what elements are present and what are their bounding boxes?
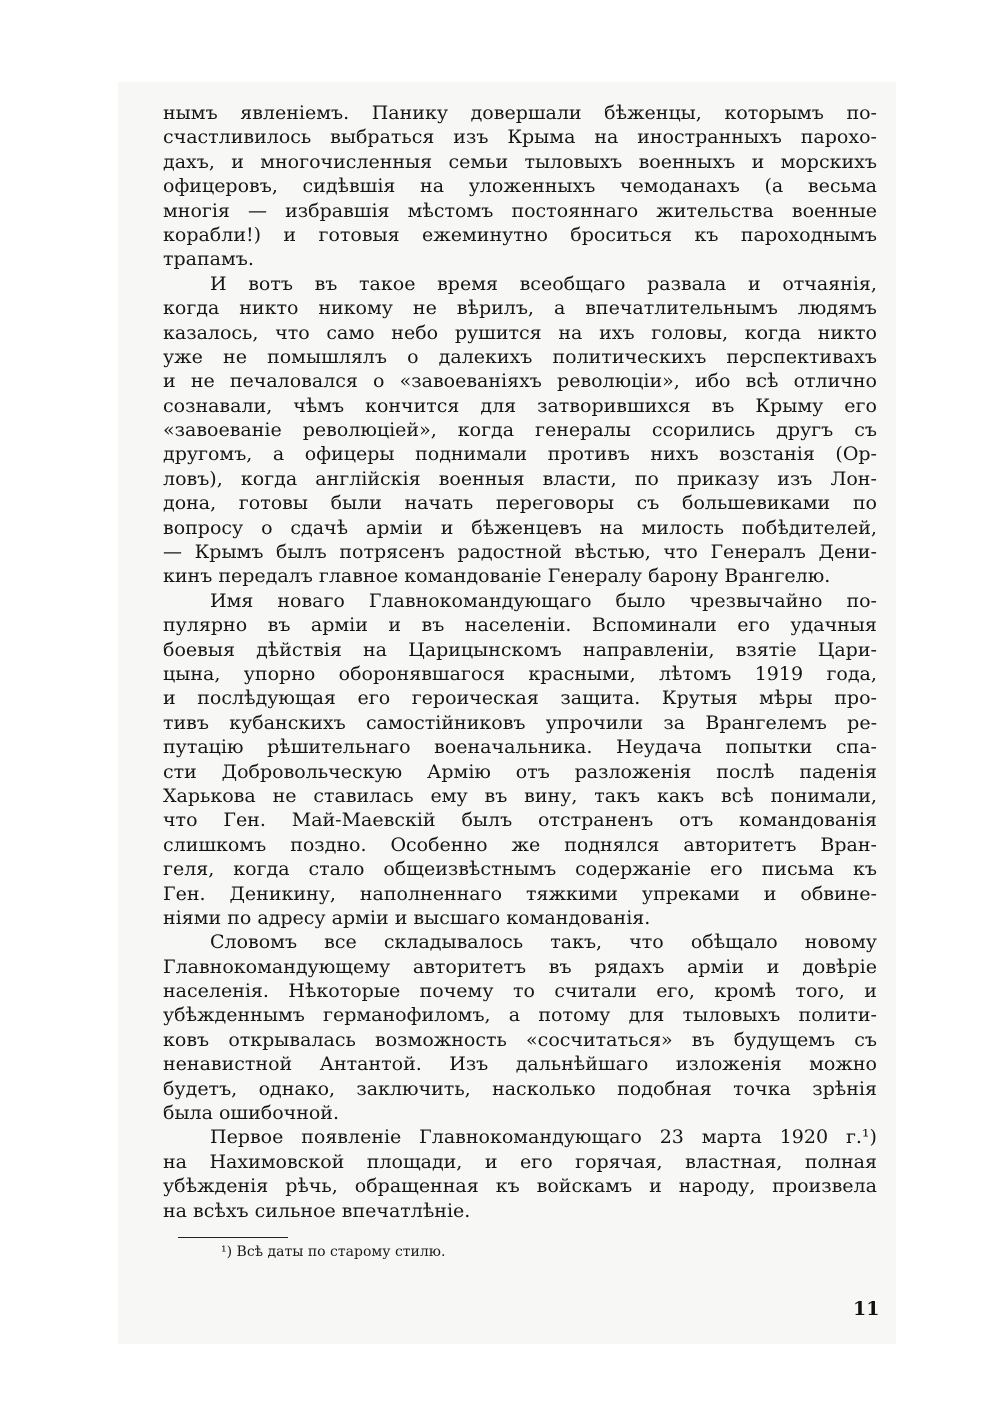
text-line: другомъ, а офицеры поднимали противъ нихъ возстанія (Ор- xyxy=(163,443,877,466)
text-line: многія — избравшія мѣстомъ постояннаго жительства военные xyxy=(163,199,877,222)
text-line: населенія. Нѣкоторые почему то считали его, кромѣ того, и xyxy=(163,980,877,1003)
paragraph xyxy=(163,589,877,930)
text-line: дона, готовы были начать переговоры съ большевиками по xyxy=(163,492,877,515)
text-line: сти Добровольческую Армію отъ разложенія послѣ паденія xyxy=(163,760,877,783)
text-line: И вотъ въ такое время всеобщаго развала и отчаянія, xyxy=(210,272,877,295)
text-line: вопросу о сдачѣ арміи и бѣженцевъ на милость побѣдителей, xyxy=(163,516,877,539)
text-line: дахъ, и многочисленныя семьи тыловыхъ военныхъ и морскихъ xyxy=(163,150,877,173)
text-line: цына, упорно оборонявшагося красными, лѣтомъ 1919 года, xyxy=(163,662,877,685)
text-line: трапамъ. xyxy=(163,248,254,271)
paragraph xyxy=(163,101,877,272)
text-line: корабли!) и готовыя ежеминутно броситься къ пароходнымъ xyxy=(163,223,877,246)
text-line: ніями по адресу арміи и высшаго командованія. xyxy=(163,906,651,929)
text-line: Главнокомандующему авторитетъ въ рядахъ арміи и довѣріе xyxy=(163,955,877,978)
text-line: что Ген. Май-Маевскій былъ отстраненъ отъ командованія xyxy=(163,809,877,832)
paragraph xyxy=(163,930,877,1125)
text-line: будетъ, однако, заключить, насколько подобная точка зрѣнія xyxy=(163,1077,877,1100)
text-line: убѣжденія рѣчь, обращенная къ войскамъ и народу, произвела xyxy=(163,1175,877,1198)
text-line: ковъ открывалась возможность «сосчитаться» въ будущемъ съ xyxy=(163,1028,877,1051)
footnote-divider xyxy=(178,1237,288,1238)
text-line: уже не помышлялъ о далекихъ политическихъ перспективахъ xyxy=(163,345,877,368)
text-line: ловъ), когда англійскія военныя власти, по приказу изъ Лон- xyxy=(163,467,877,490)
text-line: на всѣхъ сильное впечатлѣніе. xyxy=(163,1199,471,1222)
paragraph xyxy=(163,1125,877,1223)
text-line: Ген. Деникину, наполненнаго тяжкими упреками и обвине- xyxy=(163,882,877,905)
text-line: Первое появленіе Главнокомандующаго 23 марта 1920 г.¹) xyxy=(210,1126,877,1149)
text-line: тивъ кубанскихъ самостійниковъ упрочили за Врангелемъ ре- xyxy=(163,711,877,734)
text-line: боевыя дѣйствія на Царицынскомъ направленіи, взятіе Цари- xyxy=(163,638,877,661)
text-line: кинъ передалъ главное командованіе Генералу барону Врангелю. xyxy=(163,565,831,588)
text-line: ненавистной Антантой. Изъ дальнѣйшаго изложенія можно xyxy=(163,1053,877,1076)
text-line: на Нахимовской площади, и его горячая, властная, полная xyxy=(163,1150,877,1173)
text-line: Имя новаго Главнокомандующаго было чрезвычайно по- xyxy=(210,589,877,612)
text-line: казалось, что само небо рушится на ихъ головы, когда никто xyxy=(163,321,877,344)
text-line: путацію рѣшительнаго военачальника. Неудача попытки спа- xyxy=(163,736,877,759)
text-line: и не печаловался о «завоеваніяхъ революціи», ибо всѣ отлично xyxy=(163,370,877,393)
text-line: когда никто никому не вѣрилъ, а впечатлительнымъ людямъ xyxy=(163,297,877,320)
text-line: геля, когда стало общеизвѣстнымъ содержаніе его письма къ xyxy=(163,858,877,881)
text-line: слишкомъ поздно. Особенно же поднялся авторитетъ Вран- xyxy=(163,833,877,856)
text-line: и послѣдующая его героическая защита. Крутыя мѣры про- xyxy=(163,687,877,710)
text-line: счастливилось выбраться изъ Крыма на иностранныхъ парохо- xyxy=(163,126,877,149)
text-line: офицеровъ, сидѣвшія на уложенныхъ чемоданахъ (а весьма xyxy=(163,175,877,198)
text-line: сознавали, чѣмъ кончится для затворившихся въ Крыму его xyxy=(163,394,877,417)
text-line: «завоеваніе революціей», когда генералы ссорились другъ съ xyxy=(163,419,877,442)
text-line: Харькова не ставилась ему въ вину, такъ какъ всѣ понимали, xyxy=(163,784,877,807)
text-line: Словомъ все складывалось такъ, что обѣщало новому xyxy=(210,931,877,954)
text-line: нымъ явленіемъ. Панику довершали бѣженцы, которымъ по- xyxy=(163,102,877,124)
text-line: — Крымъ былъ потрясенъ радостной вѣстью, что Генералъ Дени- xyxy=(163,541,877,564)
footnote: ¹) Всѣ даты по старому стилю. xyxy=(221,1244,446,1260)
text-line: убѣжденнымъ германофиломъ, а потому для тыловыхъ полити- xyxy=(163,1004,877,1027)
paragraph xyxy=(163,272,877,589)
page-number: 11 xyxy=(853,1298,880,1320)
text-line: пулярно въ арміи и въ населеніи. Вспоминали его удачныя xyxy=(163,614,877,637)
body-text xyxy=(163,101,877,1223)
text-line: была ошибочной. xyxy=(163,1102,340,1125)
